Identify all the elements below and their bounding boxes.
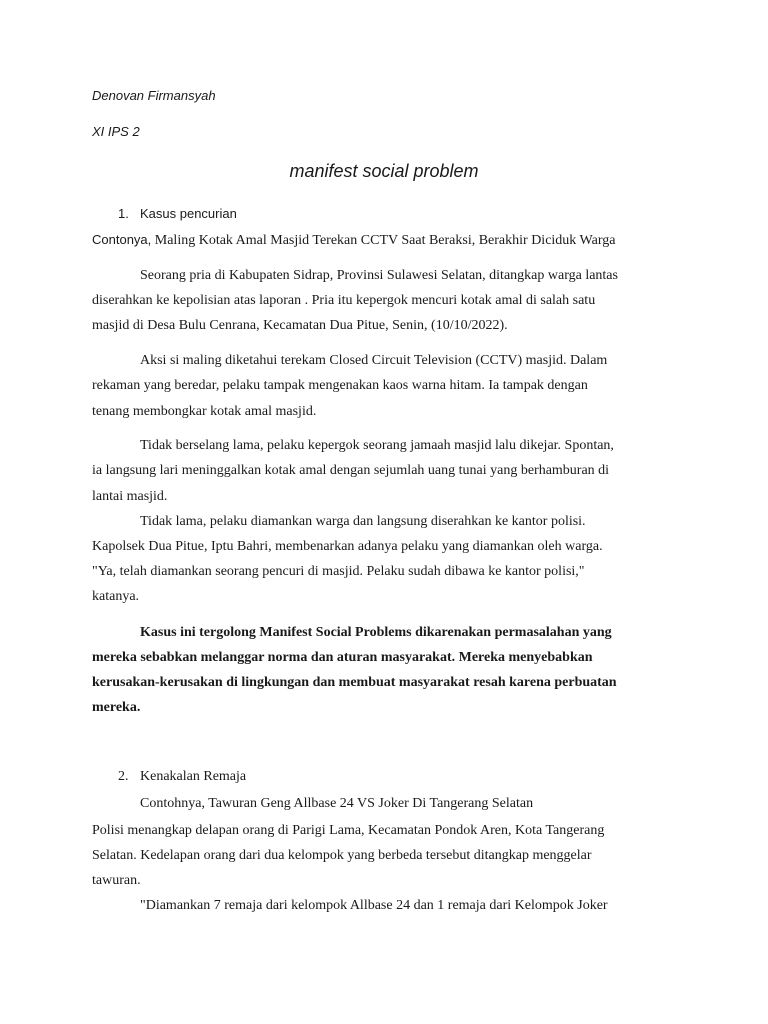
paragraph-line: diserahkan ke kepolisian atas laporan . Pria itu kepergok mencuri kotak amal di salah satu	[92, 293, 596, 308]
author-name: Denovan Firmansyah	[92, 88, 216, 103]
paragraph-line: "Diamankan 7 remaja dari kelompok Allbase 24 dan 1 remaja dari Kelompok Joker	[140, 898, 608, 913]
document-title: manifest social problem	[289, 161, 479, 181]
paragraph-line: Seorang pria di Kabupaten Sidrap, Provinsi Sulawesi Selatan, ditangkap warga lantas	[140, 268, 618, 283]
conclusion-line: Kasus ini tergolong Manifest Social Problems dikarenakan permasalahan yang	[140, 625, 612, 640]
paragraph-line: Tidak berselang lama, pelaku kepergok seorang jamaah masjid lalu dikejar. Spontan,	[140, 438, 614, 453]
paragraph-line: Selatan. Kedelapan orang dari dua kelompok yang berbeda tersebut ditangkap menggelar	[92, 848, 592, 863]
paragraph-line: katanya.	[92, 589, 140, 604]
conclusion-line: mereka.	[92, 700, 141, 715]
section-1-heading: Kasus pencurian	[140, 206, 237, 221]
section-1-number: 1.	[118, 206, 129, 221]
section-2-heading: Kenakalan Remaja	[140, 769, 247, 784]
section-2-number: 2.	[118, 769, 129, 784]
paragraph-line: tenang membongkar kotak amal masjid.	[92, 404, 317, 419]
paragraph-line: tawuran.	[92, 873, 141, 888]
paragraph-line: Tidak lama, pelaku diamankan warga dan langsung diserahkan ke kantor polisi.	[140, 514, 586, 529]
conclusion-line: kerusakan-kerusakan di lingkungan dan membuat masyarakat resah karena perbuatan	[92, 675, 617, 690]
conclusion-line: mereka sebabkan melanggar norma dan aturan masyarakat. Mereka menyebabkan	[92, 650, 593, 665]
section-2-example: Contohnya, Tawuran Geng Allbase 24 VS Joker Di Tangerang Selatan	[140, 796, 534, 811]
class-label: XI IPS 2	[92, 124, 140, 139]
section-1-example	[92, 231, 615, 250]
example-text: Maling Kotak Amal Masjid Terekan CCTV Saat Beraksi, Berakhir Diciduk Warga	[151, 233, 616, 248]
paragraph-line: "Ya, telah diamankan seorang pencuri di masjid. Pelaku sudah dibawa ke kantor polisi,"	[92, 564, 585, 579]
example-label: Contonya,	[92, 232, 152, 247]
paragraph-line: Polisi menangkap delapan orang di Parigi Lama, Kecamatan Pondok Aren, Kota Tangerang	[92, 823, 605, 838]
paragraph-line: rekaman yang beredar, pelaku tampak mengenakan kaos warna hitam. Ia tampak dengan	[92, 378, 588, 393]
paragraph-line: lantai masjid.	[92, 489, 168, 504]
paragraph-line: Kapolsek Dua Pitue, Iptu Bahri, membenarkan adanya pelaku yang diamankan oleh warga.	[92, 539, 603, 554]
paragraph-line: Aksi si maling diketahui terekam Closed Circuit Television (CCTV) masjid. Dalam	[140, 353, 608, 368]
paragraph-line: ia langsung lari meninggalkan kotak amal dengan sejumlah uang tunai yang berhamburan di	[92, 463, 610, 478]
paragraph-line: masjid di Desa Bulu Cenrana, Kecamatan Dua Pitue, Senin, (10/10/2022).	[92, 318, 508, 333]
